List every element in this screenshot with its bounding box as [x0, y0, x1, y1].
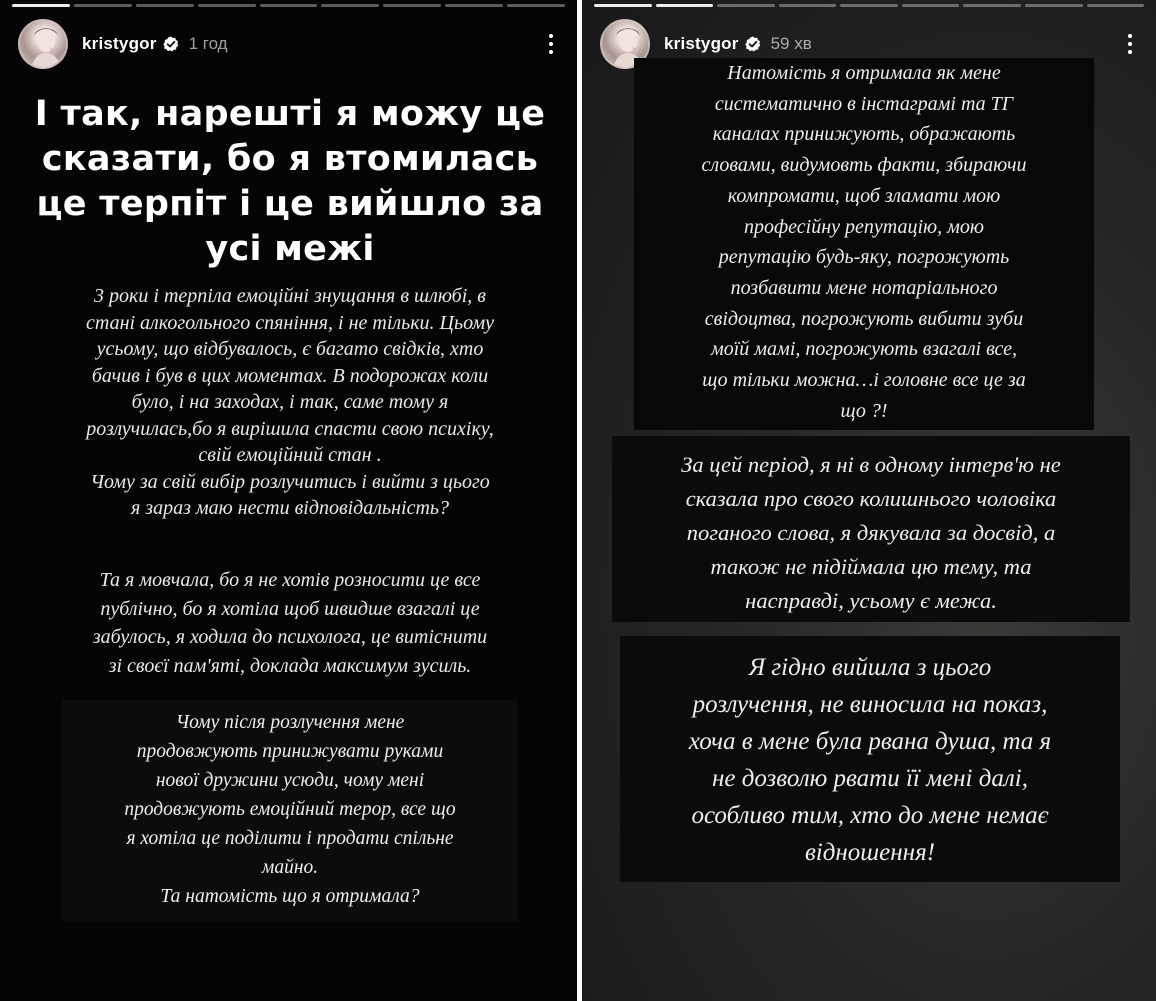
progress-segment — [383, 4, 441, 7]
progress-segment — [902, 4, 960, 7]
progress-segment — [198, 4, 256, 7]
verified-badge-icon — [163, 36, 179, 52]
story-panel-right[interactable] — [582, 0, 1156, 1001]
progress-segment — [656, 4, 714, 7]
verified-badge-icon — [745, 36, 761, 52]
story-text-box: Я гідно вийшла з цього розлучення, не виносила на показ, хоча в мене була рвана душа, та я не дозволю рвати її мені далі, особливо тим, хто до мене немає відношення! — [620, 636, 1120, 882]
story-panel-left[interactable] — [0, 0, 577, 1001]
progress-segment — [321, 4, 379, 7]
story-text-box: Чому після розлучення мене продовжують принижувати руками нової дружини усюди, чому мені продовжують емоційний терор, все що я хотіла це поділити і продати спільне майно. Та натомість що я отримала? — [62, 700, 518, 922]
story-paragraph: Та я мовчала, бо я не хотів розносити це все публічно, бо я хотіла щоб швидше взагалі це забулось, я ходила до психолога, це витіснити зі своєї пам'яті, доклада максимум зусиль. — [92, 569, 488, 677]
story-text-box: За цей період, я ні в одному інтерв'ю не сказала про свого колишнього чоловіка поганого слова, я дякувала за досвід, а також не підіймала цю тему, та насправді, усьому є межа. — [612, 436, 1130, 622]
story-text-box: Натомість я отримала як мене систематично в інстаграмі та ТГ каналах принижують, ображають словами, видумовть факти, збираючи компромати, щоб зламати мою професійну репутацію, мою репутацію будь-яку, погрожують позбавити мене нотаріального свідоцтва, погрожують вибити зуби моїй мамі, погрожують взагалі все, що тільки можна…і головне все це за що ?! — [634, 58, 1094, 430]
story-progress-bar — [12, 4, 565, 7]
post-time: 1 год — [188, 34, 228, 53]
progress-segment — [445, 4, 503, 7]
username[interactable]: kristygor — [664, 34, 739, 53]
progress-segment — [779, 4, 837, 7]
progress-segment — [260, 4, 318, 7]
story-header — [18, 18, 563, 70]
story-paragraph: 3 роки і терпіла емоційні знущання в шлюбі, в стані алкогольного спяніння, і не тільки. Цьому усьому, що відбувалось, є багато свідків, хто бачив і був в цих моментах. В подорожах коли було, і на заходах, і так, саме тому я розлучилась,бо я вирішила спасти свою психіку, свій емоційний стан . Чому за свій вибір розлучитись і вийти з цього я зараз маю нести відповідальність? — [86, 285, 494, 519]
progress-segment — [963, 4, 1021, 7]
progress-segment — [1087, 4, 1145, 7]
progress-segment — [1025, 4, 1083, 7]
more-options-icon[interactable] — [539, 29, 563, 59]
progress-segment — [507, 4, 565, 7]
more-options-icon[interactable] — [1118, 29, 1142, 59]
story-headline: І так, нарешті я можу це сказати, бо я втомилась це терпіт і це вийшло за усі межі — [34, 94, 546, 269]
progress-segment — [717, 4, 775, 7]
progress-segment — [594, 4, 652, 7]
avatar[interactable] — [18, 19, 68, 69]
progress-segment — [74, 4, 132, 7]
progress-segment — [12, 4, 70, 7]
post-time: 59 хв — [770, 34, 812, 53]
progress-segment — [136, 4, 194, 7]
username[interactable]: kristygor — [82, 34, 157, 53]
progress-segment — [840, 4, 898, 7]
story-progress-bar — [594, 4, 1144, 7]
